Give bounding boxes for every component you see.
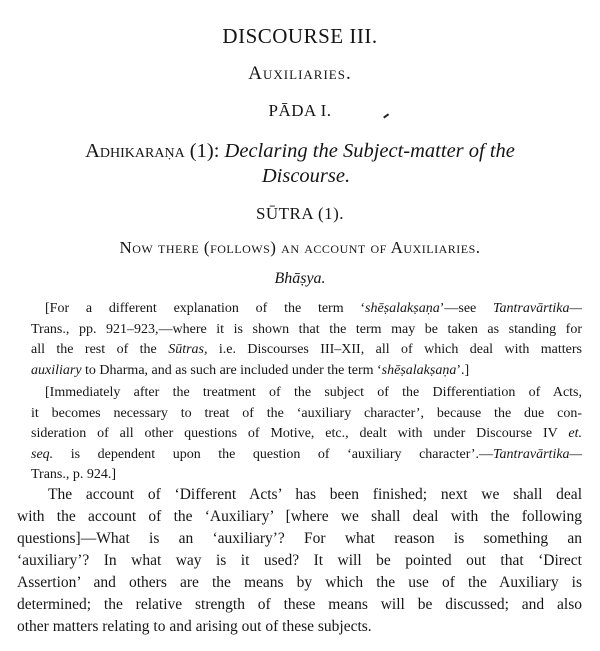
adhikarana-label: Adhikaraṇa (1): (85, 140, 220, 162)
note2-line: it becomes necessary to treat of the ‘auxiliary character’, because the due con- (31, 405, 582, 421)
bhasya-paragraph (17, 484, 582, 638)
pada-title: PĀDA I. (268, 101, 332, 120)
bhasya-line: questions]—What is an ‘auxiliary’? For what reason is something an (17, 530, 582, 547)
translator-note-2 (31, 383, 582, 486)
note2-line: Trans., p. 924.] (31, 467, 117, 482)
adhikarana-heading (0, 140, 600, 163)
bhasya-line: determined; the relative strength of these means will be discussed; and also (17, 596, 582, 613)
note1-line: [For a different explanation of the term ‘shēṣalakṣaṇa’—see Tantravārtika— (45, 301, 582, 316)
discourse-title: DISCOURSE III. (222, 24, 378, 48)
adhikarana-title-line2: Discourse. (261, 165, 351, 187)
section-title: Auxiliaries. (248, 63, 352, 84)
bhasya-title: Bhāṣya. (274, 270, 326, 287)
note1-line: all the rest of the Sūtras, i.e. Discourses III–XII, all of which deal with matters (31, 342, 583, 357)
note2-line: [Immediately after the treatment of the subject of the Differentiation of Acts, (45, 385, 582, 400)
bhasya-line: with the account of the ‘Auxiliary’ [where we shall deal with the following (17, 508, 582, 525)
bhasya-line: Assertion’ and others are the means by which the use of the Auxiliary is (17, 574, 582, 591)
sutra-title: SŪTRA (1). (255, 204, 345, 223)
bhasya-line: The account of ‘Different Acts’ has been finished; next we shall deal (48, 486, 582, 503)
note1-line: auxiliary to Dharma, and as such are included under the term ‘shēṣalakṣaṇa’.] (31, 362, 470, 378)
note1-line: Trans., pp. 921–923,—where it is shown that the term may be taken as standing for (31, 321, 582, 337)
sutra-text: Now there (follows) an account of Auxiliaries. (119, 238, 481, 257)
note2-line: sideration of all other questions of Motive, etc., dealt with under Discourse IV et. (31, 426, 582, 441)
translator-note-1 (31, 299, 582, 381)
bhasya-line: ‘auxiliary’? In what way is it used? It will be pointed out that ‘Direct (17, 552, 582, 569)
bhasya-line: other matters relating to and arising out of these subjects. (17, 618, 372, 635)
adhikarana-title-line1: Declaring the Subject-matter of the (224, 140, 515, 162)
note2-line: seq. is dependent upon the question of ‘auxiliary character’.—Tantravārtika— (31, 446, 582, 462)
